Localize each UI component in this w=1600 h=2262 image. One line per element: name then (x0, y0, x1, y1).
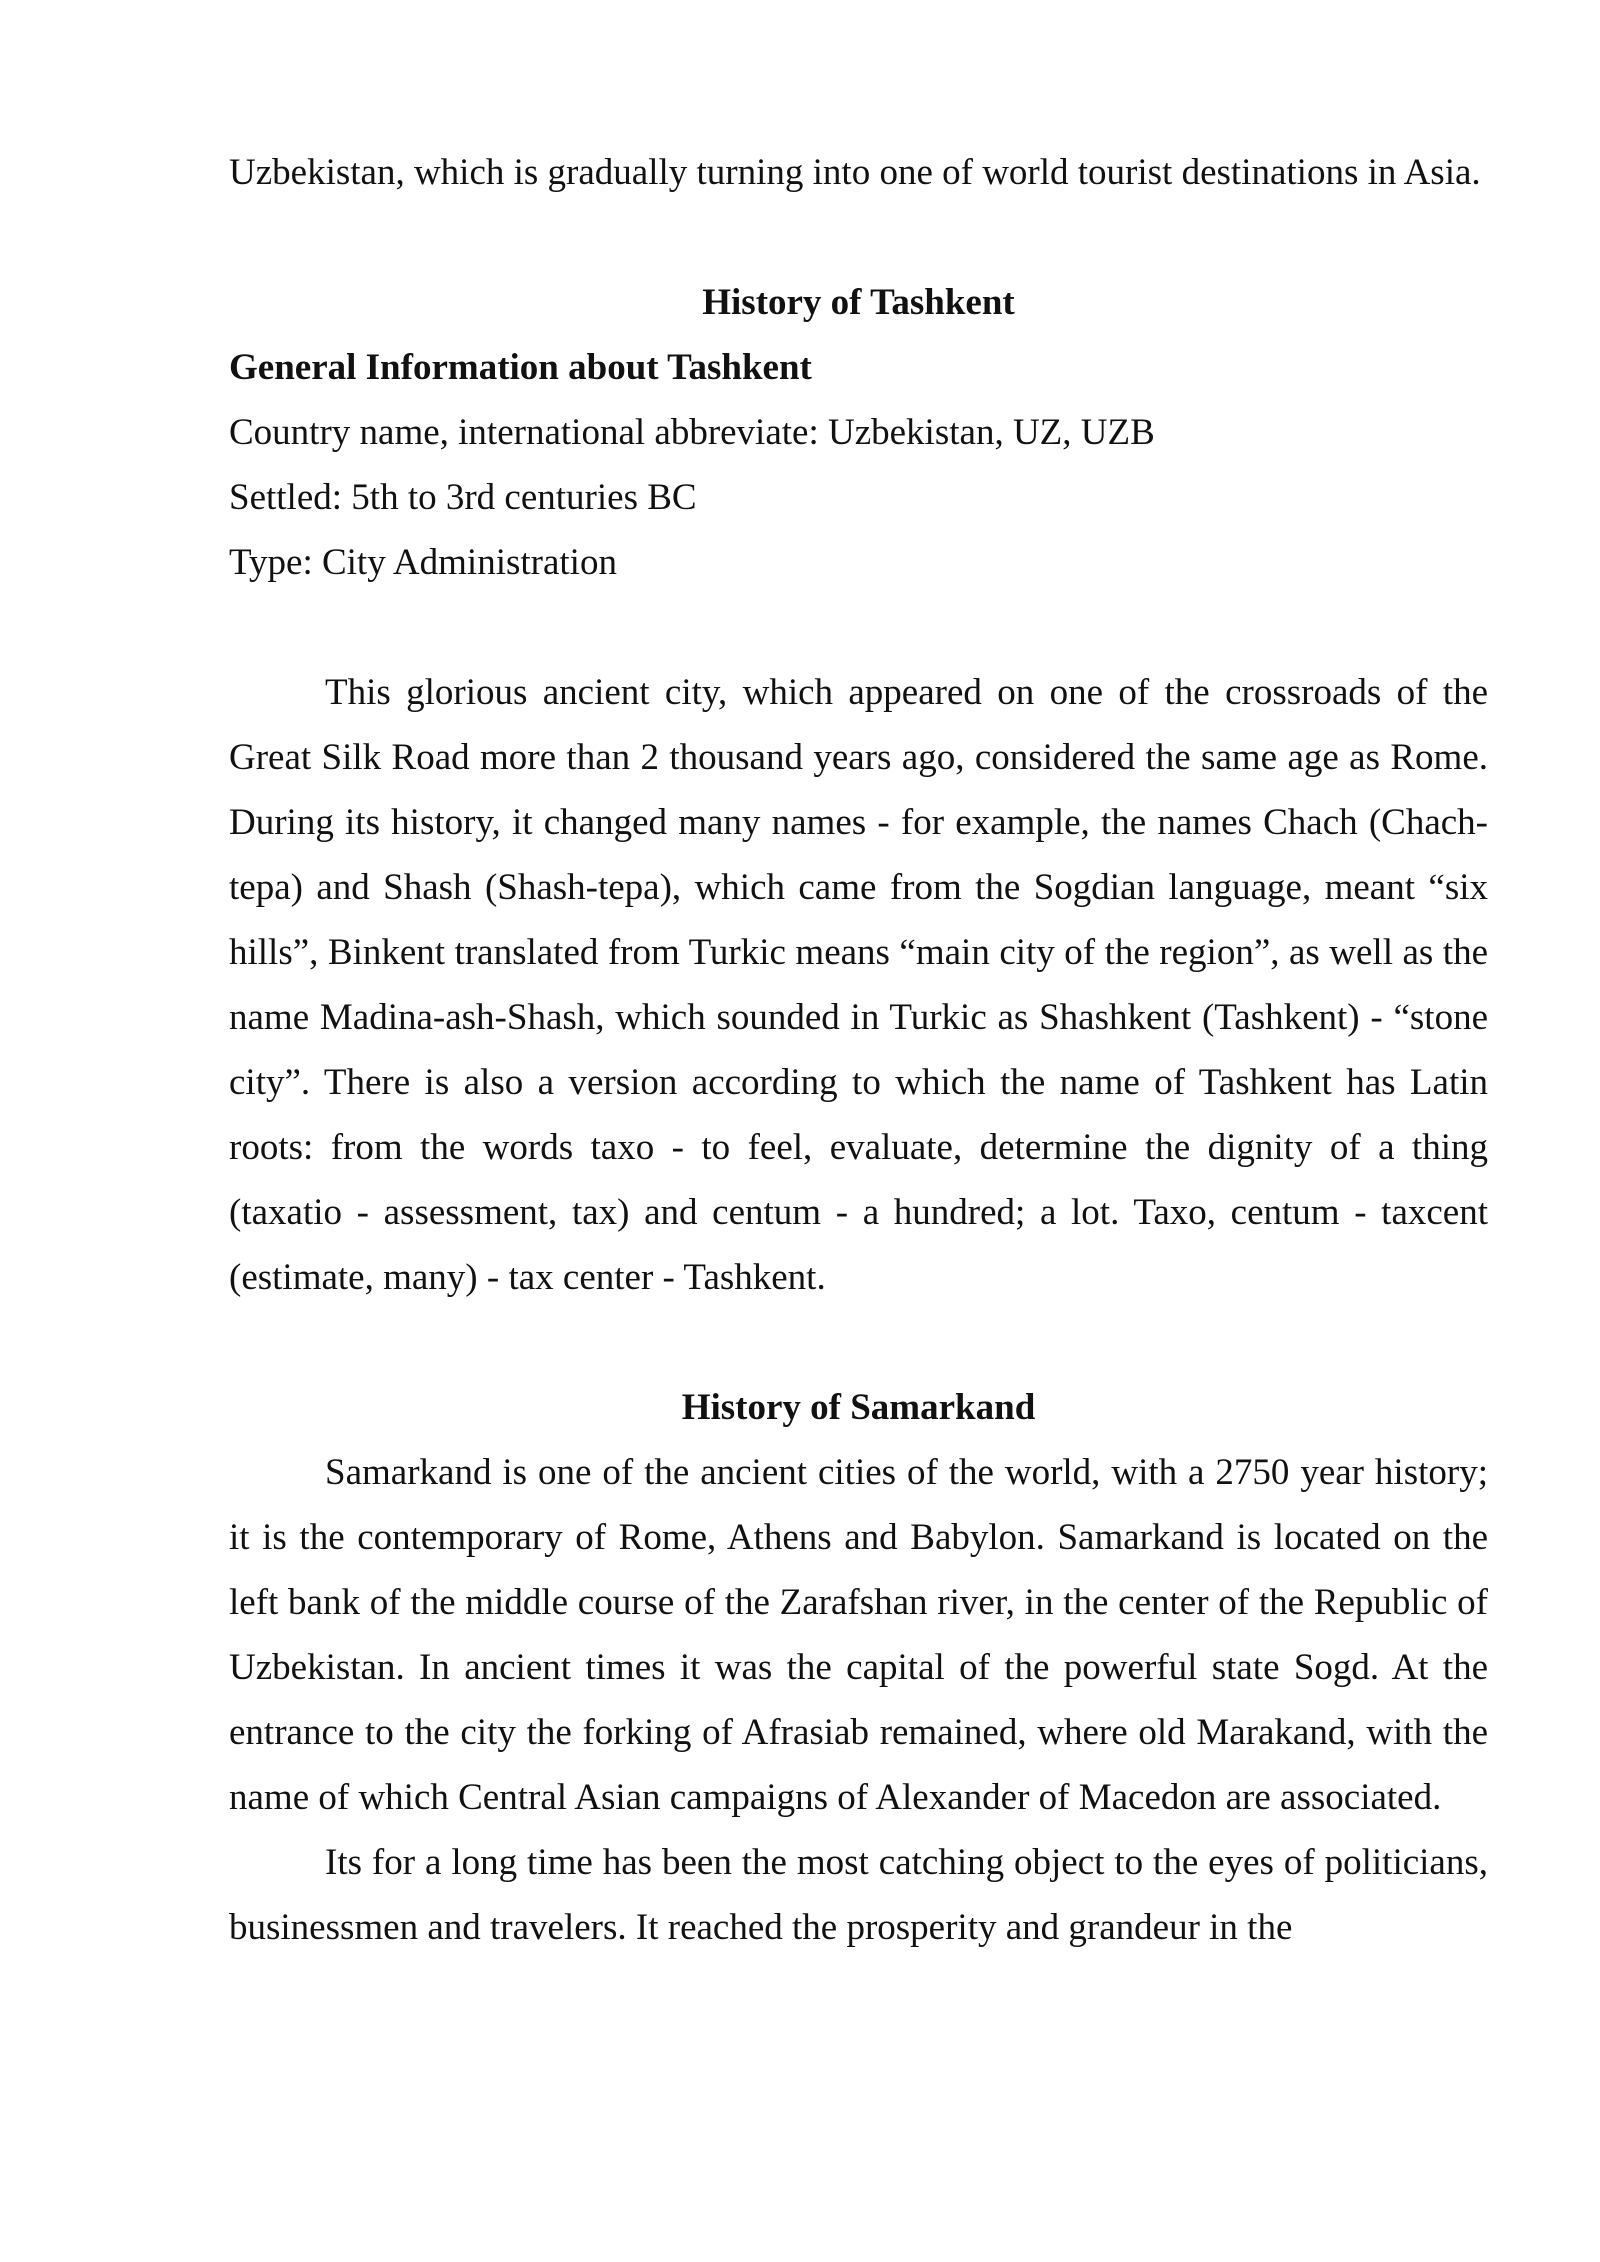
spacer (229, 1310, 1488, 1375)
tashkent-general-heading: General Information about Tashkent (229, 347, 812, 388)
tashkent-history-paragraph: This glorious ancient city, which appeared on one of the crossroads of the Great Silk Road more than 2 thousand years ago, considered the same age as Rome. During its history, it changed many names - for example, the names Chach (Chach-tepa) and Shash (Shash-tepa), which came from the Sogdian language, meant “six hills”, Binkent translated from Turkic means “main city of the region”, as well as the name Madina-ash-Shash, which sounded in Turkic as Shashkent (Tashkent) - “stone city”. There is also a version according to which the name of Tashkent has Latin roots: from the words taxo - to feel, evaluate, determine the dignity of a thing (taxatio - assessment, tax) and centum - a hundred; a lot. Taxo, centum - taxcent (estimate, many) - tax center - Tashkent. (229, 672, 1488, 1298)
document-page (229, 140, 1488, 1960)
samarkand-title: History of Samarkand (681, 1387, 1036, 1428)
spacer (229, 205, 1488, 270)
samarkand-paragraph-2: Its for a long time has been the most catching object to the eyes of politicians, businessmen and travelers. It reached the prosperity and grandeur in the (229, 1842, 1488, 1948)
samarkand-paragraph-1: Samarkand is one of the ancient cities of the world, with a 2750 year history; it is the contemporary of Rome, Athens and Babylon. Samarkand is located on the left bank of the middle course of the Zarafshan river, in the center of the Republic of Uzbekistan. In ancient times it was the capital of the powerful state Sogd. At the entrance to the city the forking of Afrasiab remained, where old Marakand, with the name of which Central Asian campaigns of Alexander of Macedon are associated. (229, 1452, 1488, 1818)
spacer (229, 595, 1488, 660)
fact-country: Country name, international abbreviate: Uzbekistan, UZ, UZB (229, 412, 1155, 453)
tashkent-title: History of Tashkent (702, 282, 1015, 323)
fact-type: Type: City Administration (229, 542, 617, 583)
fact-settled: Settled: 5th to 3rd centuries BC (229, 477, 697, 518)
intro-continuation-paragraph: Uzbekistan, which is gradually turning into one of world tourist destinations in Asia. (229, 152, 1481, 193)
